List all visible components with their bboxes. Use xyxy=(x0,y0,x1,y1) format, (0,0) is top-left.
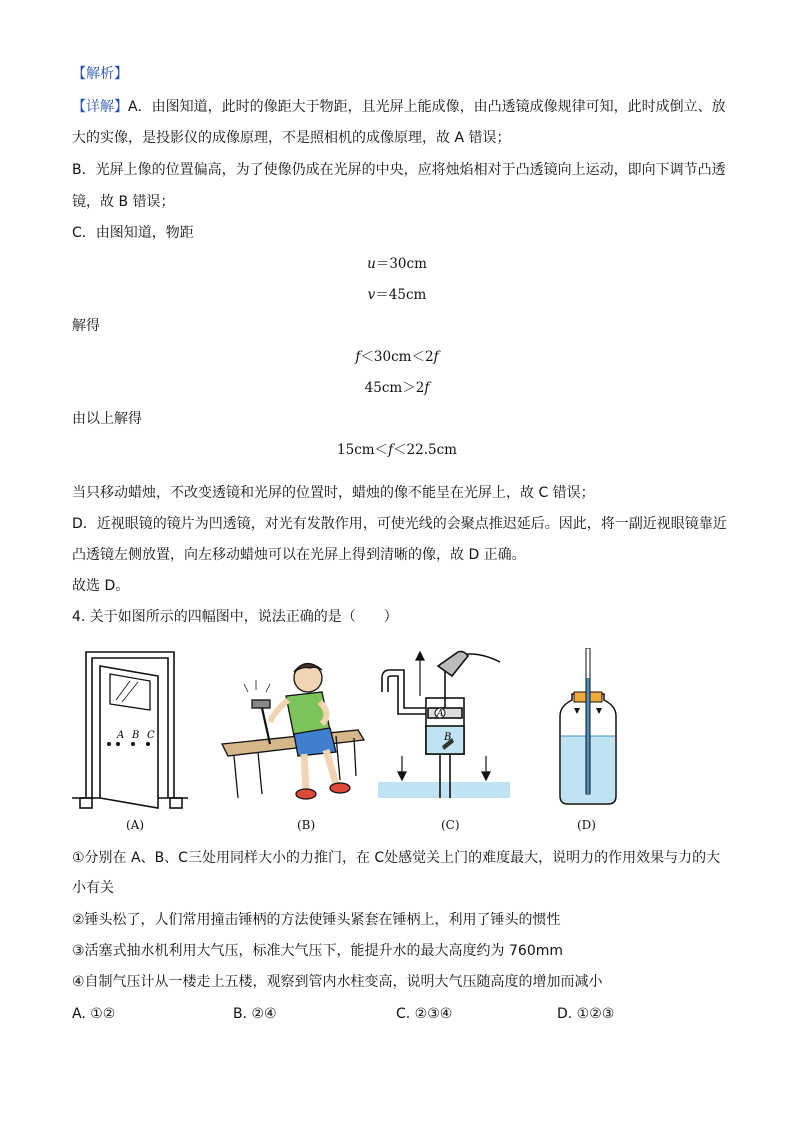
label-b: B xyxy=(132,730,140,741)
detail-tag: 【详解】 xyxy=(72,99,128,115)
analysis-line-9: D．近视眼镜的镜片为凹透镜，对光有发散作用，可使光线的会聚点推迟延后。因此，将一副近视眼镜靠近 xyxy=(72,516,727,532)
question-stem: 4. 关于如图所示的四幅图中，说法正确的是（ ） xyxy=(72,609,398,625)
water-reservoir xyxy=(378,782,510,798)
analysis-line-6: 解得 xyxy=(72,318,100,334)
statement-3: ③活塞式抽水机利用大气压，标准大气压下，能提升水的最大高度约为 760mm xyxy=(72,943,563,959)
figure-d-barometer xyxy=(548,648,628,810)
analysis-line-1: 【详解】A．由图知道，此时的像距大于物距，且光屏上能成像，由凸透镜成像规律可知，此时成倒立、放 xyxy=(72,99,726,115)
analysis-line-7: 由以上解得 xyxy=(72,411,142,427)
option-d[interactable]: D. ①②③ xyxy=(557,1006,615,1022)
point-b xyxy=(131,742,135,746)
point-c xyxy=(146,742,150,746)
statement-4: ④自制气压计从一楼走上五楼，观察到管内水柱变高，说明大气压随高度的增加而减小 xyxy=(72,974,603,990)
valve-b: B xyxy=(444,732,452,743)
inequality-1: f＜30cm＜2f xyxy=(355,349,439,365)
analysis-line-11: 故选 D。 xyxy=(72,578,130,594)
figure-b-hammer xyxy=(218,648,368,810)
analysis-line-5: C．由图知道，物距 xyxy=(72,225,194,241)
equation-v: v＝45cm xyxy=(367,287,427,303)
analysis-line-4: 镜，故 B 错误； xyxy=(72,194,175,210)
figure-a-door xyxy=(70,648,190,810)
statement-2: ②锤头松了，人们常用撞击锤柄的方法使锤头紧套在锤柄上，利用了锤头的惯性 xyxy=(72,912,561,928)
door-handle xyxy=(107,742,111,746)
statement-1-line-2: 小有关 xyxy=(72,880,114,896)
analysis-title: 【解析】 xyxy=(72,66,128,82)
piston-valve-a: A xyxy=(437,709,444,719)
label-c: C xyxy=(147,730,155,741)
inequality-3: 15cm＜f＜22.5cm xyxy=(337,442,457,458)
analysis-line-3: B．光屏上像的位置偏高，为了使像仍成在光屏的中央，应将烛焰相对于凸透镜向上运动，即向下调节凸透 xyxy=(72,162,726,178)
analysis-line-2: 大的实像，是投影仪的成像原理，不是照相机的成像原理，故 A 错误； xyxy=(72,130,511,146)
equation-u: u＝30cm xyxy=(367,256,427,272)
inequality-2: 45cm＞2f xyxy=(364,380,430,396)
statement-1-line-1: ①分别在 A、B、C三处用同样大小的力推门，在 C处感觉关上门的难度最大，说明力的作用效果与力的大 xyxy=(72,850,721,866)
caption-d: (D) xyxy=(577,818,596,832)
figure-c-pump xyxy=(378,648,513,810)
caption-a: (A) xyxy=(126,818,145,832)
analysis-line-10: 凸透镜左侧放置，向左移动蜡烛可以在光屏上得到清晰的像，故 D 正确。 xyxy=(72,547,526,563)
option-a[interactable]: A. ①② xyxy=(72,1006,116,1022)
option-b[interactable]: B. ②④ xyxy=(233,1006,277,1022)
point-a xyxy=(116,742,120,746)
caption-c: (C) xyxy=(441,818,460,832)
caption-b: (B) xyxy=(297,818,316,832)
analysis-line-8: 当只移动蜡烛，不改变透镜和光屏的位置时，蜡烛的像不能呈在光屏上，故 C 错误； xyxy=(72,485,595,501)
label-a: A xyxy=(117,730,125,741)
option-c[interactable]: C. ②③④ xyxy=(396,1006,453,1022)
